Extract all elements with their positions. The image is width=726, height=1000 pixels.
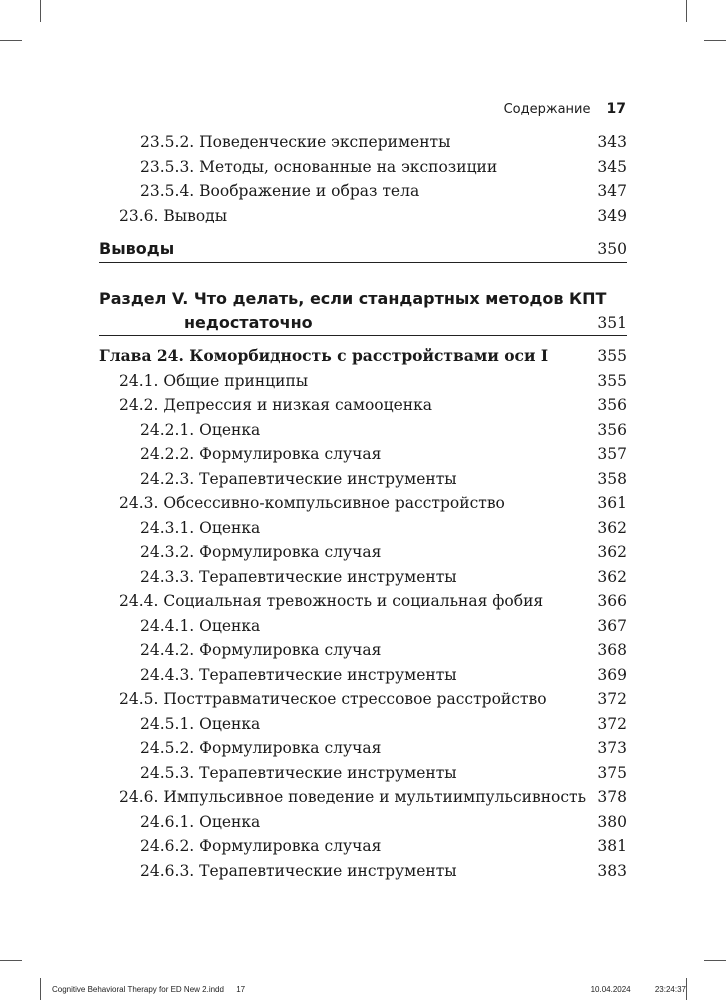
toc-entry[interactable]	[99, 589, 627, 614]
header-page-number: 17	[606, 101, 626, 117]
toc-entry-page: 349	[597, 206, 627, 225]
toc-entry-page: 378	[597, 788, 627, 806]
toc-entry-label: 24.3.1. Оценка	[140, 518, 261, 537]
crop-mark	[704, 960, 726, 961]
toc-entry-label: 24.6.2. Формулировка случая	[140, 837, 382, 855]
toc-entry-label: 24.2.3. Терапевтические инструменты	[140, 469, 457, 488]
toc-entry-page: 343	[597, 133, 627, 151]
toc-entry-page: 366	[597, 592, 627, 610]
toc-entry-page: 375	[597, 763, 627, 782]
toc-entry-page: 381	[597, 837, 627, 855]
toc-entry-label: 24.2.1. Оценка	[140, 420, 261, 439]
header-title: Содержание	[503, 102, 591, 117]
toc-entry[interactable]	[99, 155, 627, 180]
toc-entry-page: 373	[597, 739, 627, 757]
toc-entry[interactable]	[99, 442, 627, 467]
toc-entry[interactable]	[99, 736, 627, 761]
crop-mark	[686, 0, 687, 22]
toc-entry-page: 362	[597, 543, 627, 561]
toc-entry-label: 24.6.3. Терапевтические инструменты	[140, 861, 457, 880]
toc-entry-page: 361	[597, 494, 627, 512]
toc-entry[interactable]	[99, 687, 627, 712]
toc-entry-page: 356	[597, 396, 627, 414]
toc-entry-label: 24.4.3. Терапевтические инструменты	[140, 665, 457, 684]
toc-top-entries	[99, 130, 627, 228]
toc-part-title-line1: Раздел V. Что делать, если стандартных методов КПТ	[99, 289, 607, 308]
crop-mark	[40, 978, 41, 1000]
toc-entry[interactable]	[99, 761, 627, 786]
toc-entry-label: 24.4.2. Формулировка случая	[140, 641, 382, 659]
toc-part-heading[interactable]	[99, 287, 627, 336]
toc-entry[interactable]	[99, 369, 627, 394]
toc-entry-page: 356	[597, 420, 627, 439]
crop-mark	[40, 0, 41, 22]
toc-entry-label: 23.5.2. Поведенческие эксперименты	[140, 133, 451, 151]
toc-entry-label: 24.4. Социальная тревожность и социальная фобия	[119, 592, 544, 610]
toc-entry-label: 24.1. Общие принципы	[119, 371, 309, 390]
toc-chapter-entries	[99, 369, 627, 884]
toc-entry[interactable]	[99, 810, 627, 835]
toc-conclusions[interactable]	[99, 236, 627, 263]
toc-entry[interactable]	[99, 516, 627, 541]
toc-entry-label: 24.5.3. Терапевтические инструменты	[140, 763, 457, 782]
toc-entry-label: 24.5.2. Формулировка случая	[140, 739, 382, 757]
toc-entry[interactable]	[99, 638, 627, 663]
toc-entry[interactable]	[99, 540, 627, 565]
toc-entry[interactable]	[99, 491, 627, 516]
crop-mark	[686, 978, 687, 1000]
toc-entry-page: 380	[597, 812, 627, 831]
toc-entry-page: 355	[597, 371, 627, 390]
print-footer	[52, 985, 686, 994]
toc-entry-label: 24.4.1. Оценка	[140, 616, 261, 635]
footer-time: 23:24:37	[654, 985, 686, 994]
toc-entry[interactable]	[99, 418, 627, 443]
toc-entry-page: 368	[597, 641, 627, 659]
toc-entry-page: 347	[597, 182, 627, 200]
toc-entry-label: 24.5. Посттравматическое стрессовое расстройство	[119, 690, 547, 708]
toc-entry-label: 24.3. Обсессивно-компульсивное расстройство	[119, 494, 505, 512]
running-header	[504, 101, 626, 117]
footer-page: 17	[236, 985, 246, 994]
crop-mark	[704, 40, 726, 41]
toc-entry-label: 24.5.1. Оценка	[140, 714, 261, 733]
toc-entry[interactable]	[99, 614, 627, 639]
toc-entry[interactable]	[99, 834, 627, 859]
toc-entry[interactable]	[99, 859, 627, 884]
crop-mark	[0, 960, 22, 961]
toc-entry[interactable]	[99, 712, 627, 737]
toc-entry-label: 23.6. Выводы	[119, 206, 228, 225]
toc-chapter-heading[interactable]	[99, 344, 627, 369]
toc-entry[interactable]	[99, 130, 627, 155]
toc-part-page: 351	[597, 314, 627, 332]
toc-entry-page: 369	[597, 665, 627, 684]
toc-entry[interactable]	[99, 663, 627, 688]
toc-entry-page: 357	[597, 445, 627, 463]
toc-entry-page: 362	[597, 518, 627, 537]
toc-conclusions-page: 350	[597, 240, 627, 258]
toc-conclusions-label: Выводы	[99, 239, 175, 258]
toc-entry-page: 383	[597, 861, 627, 880]
toc-entry[interactable]	[99, 393, 627, 418]
toc-entry[interactable]	[99, 785, 627, 810]
toc-entry-page: 345	[597, 157, 627, 176]
toc-entry-label: 23.5.4. Воображение и образ тела	[140, 182, 420, 200]
toc-entry-label: 24.6.1. Оценка	[140, 812, 261, 831]
footer-date: 10.04.2024	[590, 985, 631, 994]
toc-entry-page: 362	[597, 567, 627, 586]
toc-part-title-line2: недостаточно	[184, 313, 313, 332]
toc-chapter-label: Глава 24. Коморбидность с расстройствами оси I	[99, 346, 549, 365]
toc-entry-label: 24.2. Депрессия и низкая самооценка	[119, 396, 433, 414]
toc-entry[interactable]	[99, 179, 627, 204]
toc-entry-page: 372	[597, 714, 627, 733]
toc-entry[interactable]	[99, 204, 627, 229]
crop-mark	[0, 40, 22, 41]
toc-chapter-page: 355	[597, 347, 627, 365]
toc-entry-label: 24.3.3. Терапевтические инструменты	[140, 567, 457, 586]
toc-entry-label: 24.6. Импульсивное поведение и мультиимпульсивность	[119, 788, 587, 806]
toc-entry-page: 372	[597, 690, 627, 708]
toc-entry-label: 24.3.2. Формулировка случая	[140, 543, 382, 561]
toc-entry-label: 24.2.2. Формулировка случая	[140, 445, 382, 463]
footer-file-name: Cognitive Behavioral Therapy for ED New 2.indd	[52, 985, 224, 994]
toc-entry[interactable]	[99, 565, 627, 590]
toc-entry-label: 23.5.3. Методы, основанные на экспозиции	[140, 157, 498, 176]
table-of-contents	[99, 130, 627, 883]
toc-entry-page: 358	[597, 469, 627, 488]
toc-entry[interactable]	[99, 467, 627, 492]
toc-entry-page: 367	[597, 616, 627, 635]
